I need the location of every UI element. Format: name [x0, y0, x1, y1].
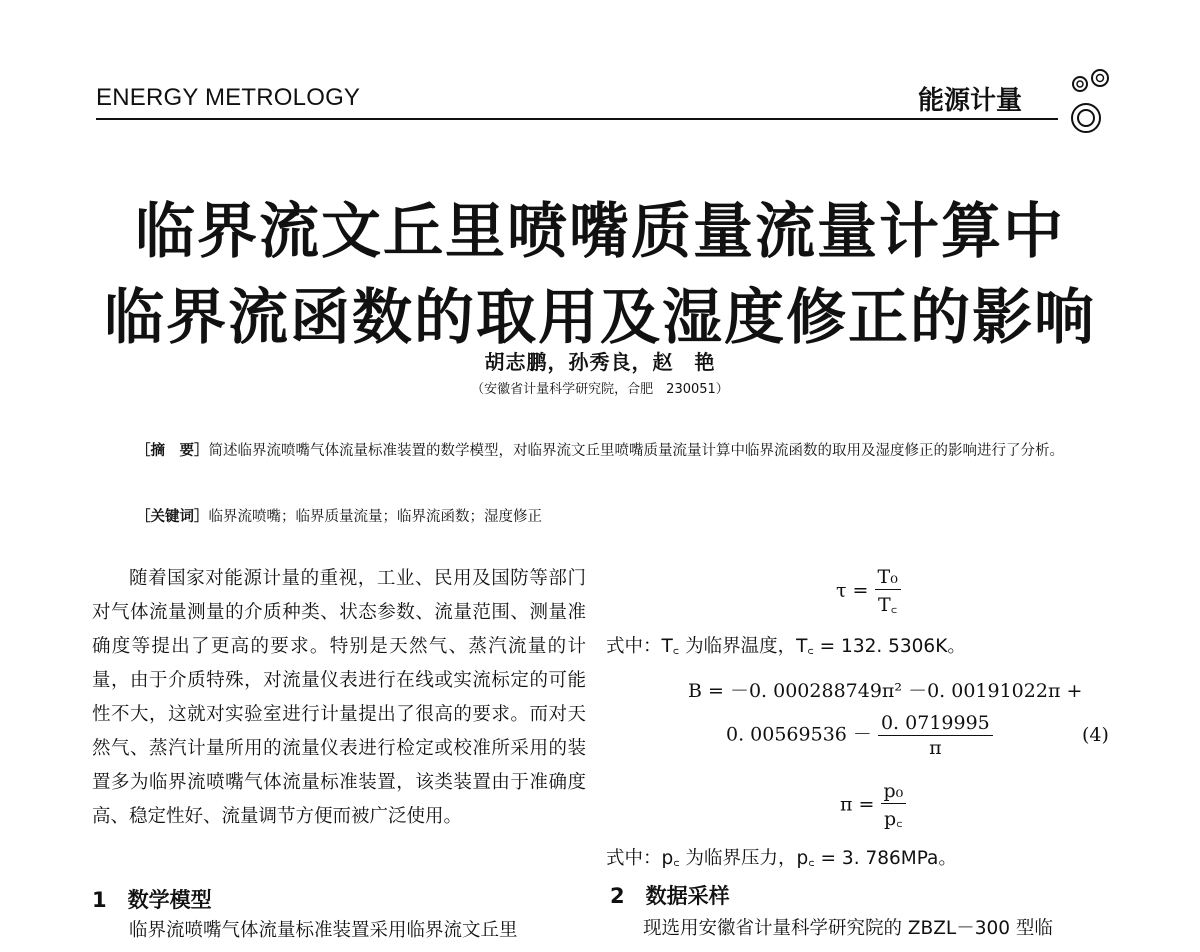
eq-b-fraction [878, 712, 993, 759]
authors: 胡志鹏，孙秀良，赵 艳 [484, 350, 716, 374]
eq-b-constant: 0. 00569536 － [726, 723, 872, 746]
section-1-heading: 1 数学模型 [92, 888, 212, 912]
note-critical-temperature: 式中：T꜀ 为临界温度，T꜀ = 132. 5306K。 [606, 636, 966, 657]
equation-b-line-1: B = －0. 000288749π² －0. 00191022π + [688, 680, 1083, 702]
tau-denominator: T꜀ [878, 594, 898, 616]
tau-numerator: T₀ [875, 566, 901, 590]
pi-numerator: p₀ [881, 780, 907, 804]
abstract-label: ［摘 要］ [136, 443, 209, 459]
article-title-line-1: 临界流文丘里喷嘴质量流量计算中 [135, 197, 1065, 267]
brand-rings-icon [1058, 64, 1122, 144]
affiliation: （安徽省计量科学研究院，合肥 230051） [471, 382, 729, 397]
pi-fraction [881, 780, 907, 831]
abstract-text: 简述临界流喷嘴气体流量标准装置的数学模型，对临界流文丘里喷嘴质量流量计算中临界流函数的取用及湿度修正的影响进行了分析。 [208, 443, 1064, 459]
tau-lhs: τ = [836, 579, 869, 602]
section-1-text: 临界流喷嘴气体流量标准装置采用临界流文丘里 [129, 920, 518, 941]
section-2-heading: 2 数据采样 [610, 884, 730, 908]
keywords-text: 临界流喷嘴；临界质量流量；临界流函数；湿度修正 [208, 509, 542, 525]
pi-lhs: π = [840, 793, 875, 816]
intro-paragraph: 随着国家对能源计量的重视，工业、民用及国防等部门对气体流量测量的介质种类、状态参数、流量范围、测量准确度等提出了更高的要求。特别是天然气、蒸汽流量的计量，由于介质特殊，对流量仪表进行在线或实流标定的可能性不大，这就对实验室进行计量提出了很高的要求。而对天然气、蒸汽计量所用的流量仪表进行检定或校准所采用的装置多为临界流喷嘴气体流量标准装置，该类装置由于准确度高、稳定性好、流量调节方便而被广泛使用。 [92, 568, 586, 827]
abstract [136, 438, 1082, 464]
keywords-label: ［关键词］ [136, 509, 209, 525]
pi-denominator: p꜀ [884, 808, 903, 830]
equation-b-line-2 [726, 712, 993, 759]
section-2-text: 现选用安徽省计量科学研究院的 ZBZL－300 型临 [643, 918, 1053, 939]
keywords [136, 504, 1082, 530]
equation-tau [836, 566, 901, 617]
eq-b-numerator: 0. 0719995 [878, 712, 993, 736]
tau-fraction [875, 566, 901, 617]
article-title-line-2: 临界流函数的取用及湿度修正的影响 [104, 283, 1096, 353]
journal-brand: 能源计量 [918, 86, 1023, 116]
equation-pi [840, 780, 906, 831]
header-rule [96, 118, 1058, 120]
journal-name: ENERGY METROLOGY [96, 84, 361, 111]
equation-number: (4) [1082, 724, 1109, 746]
note-critical-pressure: 式中：p꜀ 为临界压力，p꜀ = 3. 786MPa。 [606, 848, 957, 869]
eq-b-denominator: π [929, 737, 942, 759]
